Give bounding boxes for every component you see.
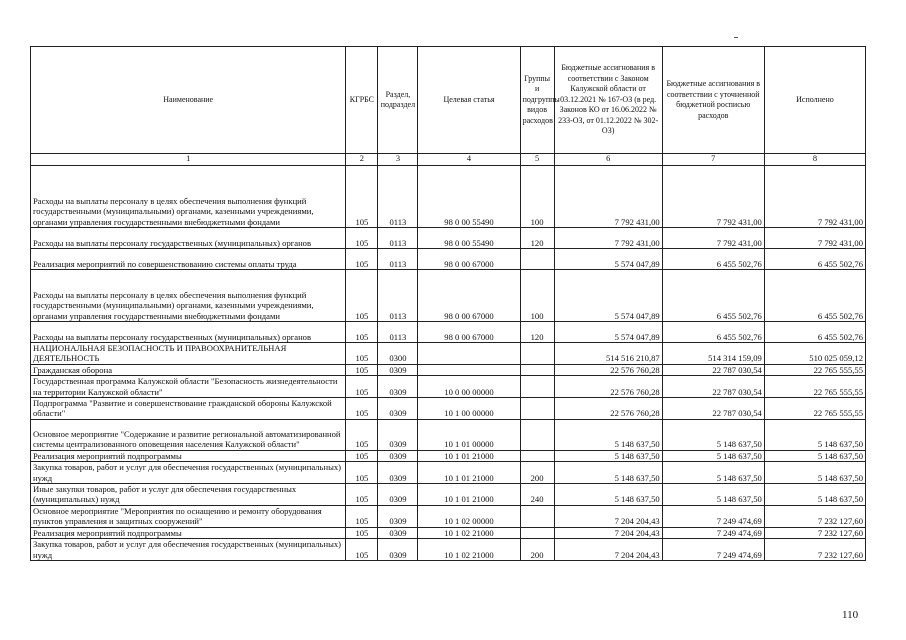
row-kgrbs: 105 (346, 376, 378, 398)
row-kgrbs: 105 (346, 539, 378, 561)
row-law-amount: 5 148 637,50 (554, 462, 662, 484)
row-group (520, 450, 554, 461)
table-row (31, 462, 866, 484)
row-target (418, 364, 520, 375)
row-group (520, 398, 554, 420)
row-kgrbs: 105 (346, 343, 378, 365)
row-law-amount: 22 576 760,28 (554, 376, 662, 398)
row-target: 10 1 02 21000 (418, 539, 520, 561)
row-law-amount: 5 148 637,50 (554, 450, 662, 461)
row-refined-amount: 7 792 431,00 (662, 166, 764, 228)
header-row (31, 47, 866, 154)
row-target: 10 1 01 21000 (418, 450, 520, 461)
row-refined-amount: 5 148 637,50 (662, 484, 764, 506)
row-group (520, 419, 554, 450)
row-refined-amount: 6 455 502,76 (662, 270, 764, 322)
row-section: 0309 (378, 539, 418, 561)
row-refined-amount: 22 787 030,54 (662, 364, 764, 375)
row-name: Реализация мероприятий подпрограммы (31, 450, 346, 461)
column-number: 2 (346, 154, 378, 166)
row-name: Гражданская оборона (31, 364, 346, 375)
table-row (31, 398, 866, 420)
row-section: 0113 (378, 270, 418, 322)
row-law-amount: 7 792 431,00 (554, 166, 662, 228)
table-row (31, 539, 866, 561)
row-group: 120 (520, 322, 554, 343)
row-name: Государственная программа Калужской области "Безопасность жизнедеятельности на территории Калужской области" (31, 376, 346, 398)
row-section: 0309 (378, 462, 418, 484)
table-row (31, 527, 866, 538)
row-law-amount: 5 574 047,89 (554, 322, 662, 343)
row-group: 100 (520, 270, 554, 322)
column-number: 1 (31, 154, 346, 166)
table-body (31, 166, 866, 561)
row-refined-amount: 7 792 431,00 (662, 228, 764, 249)
column-number: 5 (520, 154, 554, 166)
row-kgrbs: 105 (346, 270, 378, 322)
row-section: 0309 (378, 398, 418, 420)
header-kgrbs: КГРБС (346, 47, 378, 154)
column-number: 8 (764, 154, 865, 166)
row-executed-amount: 6 455 502,76 (764, 270, 865, 322)
row-name: Основное мероприятие "Мероприятия по оснащению и ремонту оборудования пунктов управления и защитных сооружений" (31, 505, 346, 527)
row-refined-amount: 5 148 637,50 (662, 419, 764, 450)
row-executed-amount: 5 148 637,50 (764, 419, 865, 450)
row-group (520, 376, 554, 398)
row-refined-amount: 22 787 030,54 (662, 398, 764, 420)
row-name: Закупка товаров, работ и услуг для обеспечения государственных (муниципальных) нужд (31, 462, 346, 484)
row-kgrbs: 105 (346, 450, 378, 461)
row-section: 0113 (378, 166, 418, 228)
header-refined-allocations: Бюджетные ассигнования в соответствии с уточненной бюджетной росписью расходов (662, 47, 764, 154)
budget-table (30, 46, 866, 561)
row-executed-amount: 5 148 637,50 (764, 462, 865, 484)
row-group (520, 249, 554, 270)
column-number: 4 (418, 154, 520, 166)
row-group: 240 (520, 484, 554, 506)
row-name: Расходы на выплаты персоналу в целях обеспечения выполнения функций государственными (муниципальными) органами, казенными учреждениями, органами управления государственными внебюджетными фондами (31, 270, 346, 322)
header-section: Раздел, подраздел (378, 47, 418, 154)
row-group: 120 (520, 228, 554, 249)
table-row (31, 166, 866, 228)
table-row (31, 270, 866, 322)
row-name: Иные закупки товаров, работ и услуг для обеспечения государственных (муниципальных) нужд (31, 484, 346, 506)
row-law-amount: 5 574 047,89 (554, 249, 662, 270)
row-target: 10 1 02 00000 (418, 505, 520, 527)
row-target: 98 0 00 67000 (418, 322, 520, 343)
row-kgrbs: 105 (346, 249, 378, 270)
row-executed-amount: 22 765 555,55 (764, 376, 865, 398)
row-kgrbs: 105 (346, 505, 378, 527)
row-target: 98 0 00 67000 (418, 249, 520, 270)
row-name: Расходы на выплаты персоналу государственных (муниципальных) органов (31, 322, 346, 343)
row-kgrbs: 105 (346, 419, 378, 450)
row-section: 0309 (378, 505, 418, 527)
row-target: 98 0 00 67000 (418, 270, 520, 322)
row-executed-amount: 5 148 637,50 (764, 484, 865, 506)
row-group: 100 (520, 166, 554, 228)
row-kgrbs: 105 (346, 166, 378, 228)
row-refined-amount: 6 455 502,76 (662, 249, 764, 270)
row-executed-amount: 22 765 555,55 (764, 364, 865, 375)
row-section: 0113 (378, 228, 418, 249)
table-row (31, 322, 866, 343)
row-group (520, 364, 554, 375)
row-target: 10 0 00 00000 (418, 376, 520, 398)
row-kgrbs: 105 (346, 364, 378, 375)
table-row (31, 376, 866, 398)
table-row (31, 343, 866, 365)
row-section: 0309 (378, 527, 418, 538)
row-refined-amount: 7 249 474,69 (662, 539, 764, 561)
row-executed-amount: 7 792 431,00 (764, 228, 865, 249)
row-refined-amount: 22 787 030,54 (662, 376, 764, 398)
row-law-amount: 5 574 047,89 (554, 270, 662, 322)
row-kgrbs: 105 (346, 527, 378, 538)
row-group: 200 (520, 462, 554, 484)
row-name: Основное мероприятие "Содержание и развитие региональной автоматизированной системы централизованного оповещения населения Калужской области" (31, 419, 346, 450)
row-target: 10 1 00 00000 (418, 398, 520, 420)
row-law-amount: 7 204 204,43 (554, 505, 662, 527)
row-target (418, 343, 520, 365)
row-name: Расходы на выплаты персоналу в целях обеспечения выполнения функций государственными (муниципальными) органами, казенными учреждениями, органами управления государственными внебюджетными фондами (31, 166, 346, 228)
row-executed-amount: 7 232 127,60 (764, 527, 865, 538)
table-row (31, 249, 866, 270)
row-kgrbs: 105 (346, 462, 378, 484)
table-row (31, 419, 866, 450)
row-executed-amount: 6 455 502,76 (764, 249, 865, 270)
row-kgrbs: 105 (346, 484, 378, 506)
row-section: 0113 (378, 322, 418, 343)
row-law-amount: 7 204 204,43 (554, 527, 662, 538)
row-refined-amount: 6 455 502,76 (662, 322, 764, 343)
row-target: 10 1 02 21000 (418, 527, 520, 538)
row-law-amount: 22 576 760,28 (554, 398, 662, 420)
row-name: Реализация мероприятий по совершенствованию системы оплаты труда (31, 249, 346, 270)
row-executed-amount: 510 025 059,12 (764, 343, 865, 365)
row-law-amount: 514 516 210,87 (554, 343, 662, 365)
row-kgrbs: 105 (346, 228, 378, 249)
row-name: Подпрограмма "Развитие и совершенствование гражданской обороны Калужской области" (31, 398, 346, 420)
row-executed-amount: 5 148 637,50 (764, 450, 865, 461)
row-section: 0309 (378, 376, 418, 398)
column-number: 6 (554, 154, 662, 166)
row-target: 98 0 00 55490 (418, 166, 520, 228)
column-number: 3 (378, 154, 418, 166)
table-row (31, 228, 866, 249)
row-law-amount: 7 792 431,00 (554, 228, 662, 249)
row-target: 98 0 00 55490 (418, 228, 520, 249)
row-target: 10 1 01 00000 (418, 419, 520, 450)
row-refined-amount: 514 314 159,09 (662, 343, 764, 365)
page-number: 110 (842, 609, 859, 621)
row-law-amount: 22 576 760,28 (554, 364, 662, 375)
row-refined-amount: 7 249 474,69 (662, 527, 764, 538)
row-executed-amount: 7 232 127,60 (764, 505, 865, 527)
table-row (31, 484, 866, 506)
row-name: НАЦИОНАЛЬНАЯ БЕЗОПАСНОСТЬ И ПРАВООХРАНИТЕЛЬНАЯ ДЕЯТЕЛЬНОСТЬ (31, 343, 346, 365)
row-group (520, 505, 554, 527)
row-refined-amount: 5 148 637,50 (662, 450, 764, 461)
row-law-amount: 5 148 637,50 (554, 419, 662, 450)
row-executed-amount: 6 455 502,76 (764, 322, 865, 343)
scan-mark (734, 37, 738, 38)
budget-table-page (30, 46, 866, 561)
header-executed: Исполнено (764, 47, 865, 154)
row-name: Расходы на выплаты персоналу государственных (муниципальных) органов (31, 228, 346, 249)
row-section: 0309 (378, 364, 418, 375)
row-group (520, 527, 554, 538)
header-law-allocations: Бюджетные ассигнования в соответствии с Законом Калужской области от 03.12.2021 № 167-ОЗ (в ред. Законов КО от 16.06.2022 № 233-ОЗ, от 01.12.2022 № 302-ОЗ) (554, 47, 662, 154)
header-groups: Группы и подгруппы видов расходов (520, 47, 554, 154)
row-name: Закупка товаров, работ и услуг для обеспечения государственных (муниципальных) нужд (31, 539, 346, 561)
header-name: Наименование (31, 47, 346, 154)
row-section: 0309 (378, 484, 418, 506)
row-section: 0309 (378, 419, 418, 450)
row-section: 0309 (378, 450, 418, 461)
column-number: 7 (662, 154, 764, 166)
row-refined-amount: 7 249 474,69 (662, 505, 764, 527)
table-row (31, 364, 866, 375)
row-group (520, 343, 554, 365)
row-kgrbs: 105 (346, 322, 378, 343)
row-kgrbs: 105 (346, 398, 378, 420)
header-target: Целевая статья (418, 47, 520, 154)
row-section: 0113 (378, 249, 418, 270)
row-law-amount: 7 204 204,43 (554, 539, 662, 561)
row-refined-amount: 5 148 637,50 (662, 462, 764, 484)
row-section: 0300 (378, 343, 418, 365)
table-row (31, 505, 866, 527)
row-law-amount: 5 148 637,50 (554, 484, 662, 506)
row-target: 10 1 01 21000 (418, 462, 520, 484)
row-executed-amount: 7 232 127,60 (764, 539, 865, 561)
column-number-row (31, 154, 866, 166)
table-row (31, 450, 866, 461)
row-target: 10 1 01 21000 (418, 484, 520, 506)
row-executed-amount: 7 792 431,00 (764, 166, 865, 228)
row-executed-amount: 22 765 555,55 (764, 398, 865, 420)
row-group: 200 (520, 539, 554, 561)
row-name: Реализация мероприятий подпрограммы (31, 527, 346, 538)
